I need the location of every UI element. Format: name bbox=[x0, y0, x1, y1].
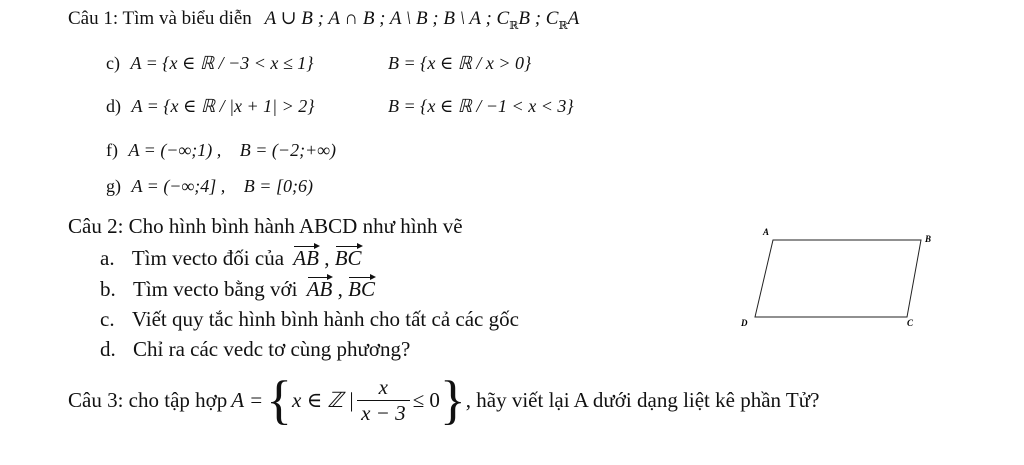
cau1-item-d bbox=[106, 96, 314, 117]
cau3-cond: ≤ 0 bbox=[412, 387, 440, 412]
item-label: b. bbox=[100, 277, 116, 301]
item-label: c) bbox=[106, 53, 120, 73]
cau1-item-g bbox=[106, 176, 313, 197]
item-text: Viết quy tắc hình bình hành cho tất cả các gốc bbox=[131, 307, 519, 331]
item-label: d. bbox=[100, 337, 116, 361]
cau1-item-f bbox=[106, 140, 336, 161]
left-brace: { bbox=[266, 370, 293, 430]
cau2-item-b: b. Tìm vecto bằng với AB , BC bbox=[100, 277, 375, 301]
set-a: A = (−∞;1) , bbox=[128, 140, 222, 160]
cau3-prefix: Câu 3: cho tập hợp bbox=[68, 387, 228, 412]
cau1-item-c bbox=[106, 53, 313, 74]
parallelogram-diagram bbox=[735, 225, 945, 335]
cau2-title: Câu 2: Cho hình bình hành ABCD như hình vẽ bbox=[68, 214, 463, 238]
cau1-ops-ca: B ; C bbox=[518, 8, 559, 29]
cau1-ops-end: A bbox=[567, 8, 580, 29]
parallelogram-shape bbox=[755, 240, 921, 317]
cau3-suffix: , hãy viết lại A dưới dạng liệt kê phần Tử? bbox=[465, 387, 820, 412]
set-a: A = {x ∈ ℝ / |x + 1| > 2} bbox=[131, 96, 315, 116]
cau1-ops: A ∪ B ; A ∩ B ; A \ B ; B \ A ; C bbox=[264, 8, 510, 29]
vector-bc: BC bbox=[334, 246, 362, 270]
set-b: B = [0;6) bbox=[243, 176, 313, 196]
fraction-numerator: x bbox=[378, 374, 388, 399]
cau3-set-inner: x ∈ ℤ | bbox=[292, 387, 355, 412]
set-a: A = (−∞;4] , bbox=[131, 176, 226, 196]
fraction bbox=[357, 375, 410, 426]
vector-ab: AB bbox=[293, 246, 319, 270]
item-label: f) bbox=[106, 140, 118, 160]
cau1-sub-r1: ℝ bbox=[509, 19, 519, 32]
cau1-sub-r2: ℝ bbox=[558, 19, 568, 32]
vertex-d-label: D bbox=[741, 318, 748, 328]
cau1-title: Câu 1: Tìm và biểu diễn bbox=[68, 8, 252, 29]
set-a: A = {x ∈ ℝ / −3 < x ≤ 1} bbox=[130, 53, 314, 73]
fraction-denominator: x − 3 bbox=[357, 400, 410, 426]
item-label: c. bbox=[100, 307, 115, 331]
cau2-item-d bbox=[100, 337, 410, 362]
cau1-item-d-b: B = {x ∈ ℝ / −1 < x < 3} bbox=[388, 96, 574, 116]
vertex-c-label: C bbox=[907, 318, 914, 328]
item-label: a. bbox=[100, 246, 115, 270]
vertex-b-label: B bbox=[925, 234, 932, 244]
right-brace: } bbox=[439, 370, 466, 430]
vector-bc: BC bbox=[348, 277, 375, 301]
item-text: Tìm vecto đối của bbox=[131, 246, 285, 270]
vertex-a-label: A bbox=[763, 227, 770, 237]
cau1-item-c-b: B = {x ∈ ℝ / x > 0} bbox=[388, 53, 532, 73]
item-text: Chỉ ra các vedc tơ cùng phương? bbox=[133, 337, 411, 361]
cau2-item-a: a. Tìm vecto đối của AB , BC bbox=[100, 246, 362, 270]
item-label: g) bbox=[106, 176, 121, 196]
cau3-line bbox=[68, 368, 819, 432]
item-label: d) bbox=[106, 96, 121, 116]
cau2-item-c bbox=[100, 307, 519, 332]
item-text: Tìm vecto bằng với bbox=[133, 277, 298, 301]
vector-ab: AB bbox=[306, 277, 333, 301]
cau3-set-start: A = bbox=[231, 387, 264, 412]
set-b: B = (−2;+∞) bbox=[239, 140, 337, 160]
cau1-heading bbox=[68, 7, 579, 32]
